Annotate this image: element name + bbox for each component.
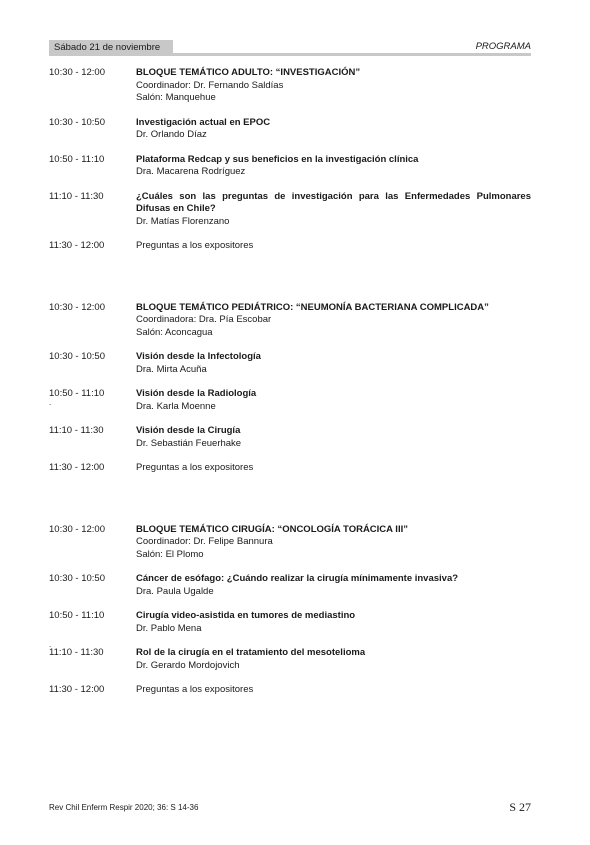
session-title: Cirugía video-asistida en tumores de mediastino bbox=[136, 610, 356, 621]
stray-mark: . bbox=[49, 640, 52, 649]
journal-citation: Rev Chil Enferm Respir 2020; 36: S 14-36 bbox=[49, 803, 199, 812]
session-time: 11:30 - 12:00 bbox=[49, 462, 105, 473]
session-body bbox=[136, 240, 531, 253]
session-body bbox=[136, 117, 531, 142]
header-rule bbox=[49, 53, 531, 56]
session-row bbox=[49, 425, 531, 450]
session-detail: Coordinadora: Dra. Pía Escobar bbox=[136, 314, 272, 325]
session-body bbox=[136, 647, 531, 672]
session-title: Visión desde la Cirugía bbox=[136, 425, 241, 436]
session-row bbox=[49, 524, 531, 562]
session-detail: Dr. Orlando Díaz bbox=[136, 129, 207, 140]
session-row bbox=[49, 302, 531, 340]
block-separator bbox=[49, 265, 531, 302]
session-row bbox=[49, 684, 531, 697]
session-row bbox=[49, 240, 531, 253]
thematic-block bbox=[49, 67, 531, 253]
stray-mark: . bbox=[49, 398, 52, 407]
block-separator bbox=[49, 487, 531, 524]
session-time: 10:30 - 12:00 bbox=[49, 67, 105, 78]
session-detail: Preguntas a los expositores bbox=[136, 684, 254, 695]
page-header bbox=[49, 40, 531, 56]
session-detail: Coordinador: Dr. Felipe Bannura bbox=[136, 536, 273, 547]
session-detail: Preguntas a los expositores bbox=[136, 240, 254, 251]
session-time: 11:30 - 12:00 bbox=[49, 240, 105, 251]
session-body bbox=[136, 351, 531, 376]
session-title: BLOQUE TEMÁTICO PEDIÁTRICO: “NEUMONÍA BACTERIANA COMPLICADA” bbox=[136, 301, 489, 313]
session-time: 10:30 - 12:00 bbox=[49, 301, 105, 313]
session-title: BLOQUE TEMÁTICO ADULTO: “INVESTIGACIÓN” bbox=[136, 67, 361, 78]
session-detail: Salón: Manquehue bbox=[136, 92, 216, 103]
session-detail: Dr. Matías Florenzano bbox=[136, 215, 230, 227]
session-row bbox=[49, 647, 531, 672]
session-detail: Dr. Gerardo Mordojovich bbox=[136, 659, 240, 671]
session-detail: Coordinador: Dr. Fernando Saldías bbox=[136, 79, 284, 91]
session-row bbox=[49, 351, 531, 376]
session-title: BLOQUE TEMÁTICO CIRUGÍA: “ONCOLOGÍA TORÁCICA III” bbox=[136, 523, 408, 535]
session-time: 11:10 - 11:30 bbox=[49, 647, 104, 658]
session-body bbox=[136, 524, 531, 562]
session-time: 10:30 - 10:50 bbox=[49, 116, 105, 128]
session-detail: Dra. Paula Ugalde bbox=[136, 585, 214, 597]
session-title: Cáncer de esófago: ¿Cuándo realizar la cirugía mínimamente invasiva? bbox=[136, 573, 459, 584]
session-body bbox=[136, 388, 531, 413]
session-row bbox=[49, 573, 531, 598]
session-body bbox=[136, 67, 531, 105]
session-row bbox=[49, 191, 531, 229]
session-row bbox=[49, 610, 531, 635]
session-row bbox=[49, 117, 531, 142]
session-time: 10:30 - 10:50 bbox=[49, 573, 105, 584]
session-time: 11:10 - 11:30 bbox=[49, 425, 104, 436]
session-time: 10:50 - 11:10 bbox=[49, 388, 105, 399]
session-title: Plataforma Redcap y sus beneficios en la investigación clínica bbox=[136, 153, 419, 165]
session-row bbox=[49, 154, 531, 179]
program-content bbox=[49, 67, 531, 709]
session-row bbox=[49, 67, 531, 105]
session-body bbox=[136, 154, 531, 179]
session-row bbox=[49, 462, 531, 475]
session-detail: Salón: Aconcagua bbox=[136, 326, 213, 338]
section-label: PROGRAMA bbox=[475, 41, 531, 52]
thematic-block bbox=[49, 524, 531, 697]
session-title: Visión desde la Radiología bbox=[136, 388, 257, 399]
session-body bbox=[136, 302, 531, 340]
session-time: 10:50 - 11:10 bbox=[49, 610, 105, 621]
session-time: 10:30 - 10:50 bbox=[49, 351, 105, 362]
session-detail: Dra. Mirta Acuña bbox=[136, 363, 207, 375]
session-detail: Dr. Sebastián Feuerhake bbox=[136, 437, 242, 449]
session-body bbox=[136, 573, 531, 598]
session-time: 11:30 - 12:00 bbox=[49, 684, 105, 695]
session-body bbox=[136, 191, 531, 229]
session-title: Rol de la cirugía en el tratamiento del mesotelioma bbox=[136, 647, 366, 658]
thematic-block bbox=[49, 302, 531, 475]
session-body bbox=[136, 462, 531, 475]
session-title: Visión desde la Infectología bbox=[136, 351, 261, 362]
session-body bbox=[136, 425, 531, 450]
session-row bbox=[49, 388, 531, 413]
session-detail: Dra. Karla Moenne bbox=[136, 400, 216, 412]
session-time: 11:10 - 11:30 bbox=[49, 190, 104, 202]
session-title: ¿Cuáles son las preguntas de investigación para las Enfermedades Pulmonares Difusas en Chile? bbox=[136, 190, 531, 214]
page-number: S 27 bbox=[509, 800, 531, 814]
day-label: Sábado 21 de noviembre bbox=[49, 40, 173, 56]
session-detail: Dr. Pablo Mena bbox=[136, 622, 202, 634]
session-title: Investigación actual en EPOC bbox=[136, 116, 271, 128]
session-body bbox=[136, 684, 531, 697]
session-detail: Dra. Macarena Rodríguez bbox=[136, 166, 246, 177]
session-detail: Preguntas a los expositores bbox=[136, 462, 254, 473]
session-body bbox=[136, 610, 531, 635]
session-time: 10:30 - 12:00 bbox=[49, 523, 105, 535]
session-time: 10:50 - 11:10 bbox=[49, 153, 105, 165]
session-detail: Salón: El Plomo bbox=[136, 548, 204, 560]
